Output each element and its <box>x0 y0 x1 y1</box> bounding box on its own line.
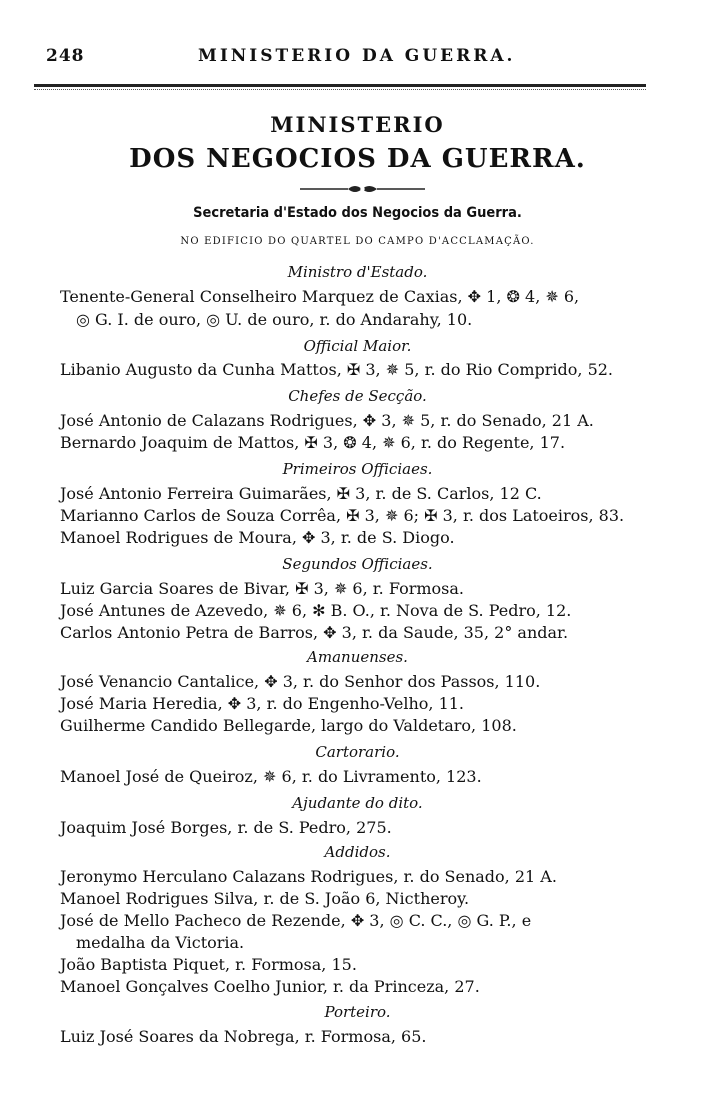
entry-line: Carlos Antonio Petra de Barros, ✥ 3, r. da Saude, 35, 2° andar. <box>60 623 569 642</box>
entry-line: Tenente-General Conselheiro Marquez de Caxias, ✥ 1, ❂ 4, ✵ 6, <box>60 287 580 306</box>
title-line-2: DOS NEGOCIOS DA GUERRA. <box>129 144 586 174</box>
entry-line: José Venancio Cantalice, ✥ 3, r. do Senhor dos Passos, 110. <box>60 672 541 691</box>
entry-line: José Antunes de Azevedo, ✵ 6, ✻ B. O., r. Nova de S. Pedro, 12. <box>60 601 572 620</box>
entry-line: Guilherme Candido Bellegarde, largo do Valdetaro, 108. <box>60 716 517 735</box>
ornament-divider-icon <box>300 182 425 196</box>
entry-line: Manoel José de Queiroz, ✵ 6, r. do Livramento, 123. <box>60 767 482 786</box>
entry-line: Marianno Carlos de Souza Corrêa, ✠ 3, ✵ 6; ✠ 3, r. dos Latoeiros, 83. <box>60 506 625 525</box>
entry-line: Manoel Rodrigues de Moura, ✥ 3, r. de S. Diogo. <box>60 528 455 547</box>
header-rule-dotted <box>34 89 646 90</box>
section-heading-addidos: Addidos. <box>324 843 391 861</box>
section-heading-amanuenses: Amanuenses. <box>307 648 408 666</box>
entry-line: José Antonio de Calazans Rodrigues, ✥ 3, ✵ 5, r. do Senado, 21 A. <box>60 411 594 430</box>
page-number: 248 <box>46 46 85 66</box>
entry-line: José de Mello Pacheco de Rezende, ✥ 3, ◎ C. C., ◎ G. P., e <box>60 911 532 930</box>
section-heading-ajudante: Ajudante do dito. <box>292 794 423 812</box>
entry-line: Manoel Gonçalves Coelho Junior, r. da Princeza, 27. <box>60 977 480 996</box>
entry-line: Luiz Garcia Soares de Bivar, ✠ 3, ✵ 6, r. Formosa. <box>60 579 464 598</box>
entry-line: Luiz José Soares da Nobrega, r. Formosa, 65. <box>60 1027 427 1046</box>
entry-line: José Maria Heredia, ✥ 3, r. do Engenho-Velho, 11. <box>60 694 465 713</box>
entry-line: Libanio Augusto da Cunha Mattos, ✠ 3, ✵ 5, r. do Rio Comprido, 52. <box>60 360 614 379</box>
entry-line: medalha da Victoria. <box>76 933 245 952</box>
section-heading-segundos: Segundos Officiaes. <box>282 555 433 573</box>
title-line-1: MINISTERIO <box>270 112 445 137</box>
section-heading-cartorario: Cartorario. <box>315 743 400 761</box>
section-heading-ministro: Ministro d'Estado. <box>287 263 428 281</box>
secretaria-heading: Secretaria d'Estado dos Negocios da Guerra. <box>193 205 522 221</box>
section-heading-official-maior: Official Maior. <box>303 337 412 355</box>
entry-line: Joaquim José Borges, r. de S. Pedro, 275. <box>60 818 392 837</box>
section-heading-primeiros: Primeiros Officiaes. <box>282 460 433 478</box>
section-heading-chefes: Chefes de Secção. <box>288 387 427 405</box>
page-header <box>38 46 638 74</box>
header-rule <box>34 84 646 87</box>
running-title: MINISTERIO DA GUERRA. <box>198 46 516 66</box>
entry-line: Jeronymo Herculano Calazans Rodrigues, r. do Senado, 21 A. <box>60 867 557 886</box>
entry-line: Manoel Rodrigues Silva, r. de S. João 6, Nictheroy. <box>60 889 470 908</box>
entry-line: João Baptista Piquet, r. Formosa, 15. <box>60 955 357 974</box>
entry-line: José Antonio Ferreira Guimarães, ✠ 3, r. de S. Carlos, 12 C. <box>60 484 542 503</box>
entry-line: Bernardo Joaquim de Mattos, ✠ 3, ❂ 4, ✵ 6, r. do Regente, 17. <box>60 433 566 452</box>
section-heading-porteiro: Porteiro. <box>324 1003 391 1021</box>
location-line: NO EDIFICIO DO QUARTEL DO CAMPO D'ACCLAMAÇÃO. <box>180 236 535 247</box>
entry-line: ◎ G. I. de ouro, ◎ U. de ouro, r. do Andarahy, 10. <box>76 310 473 329</box>
